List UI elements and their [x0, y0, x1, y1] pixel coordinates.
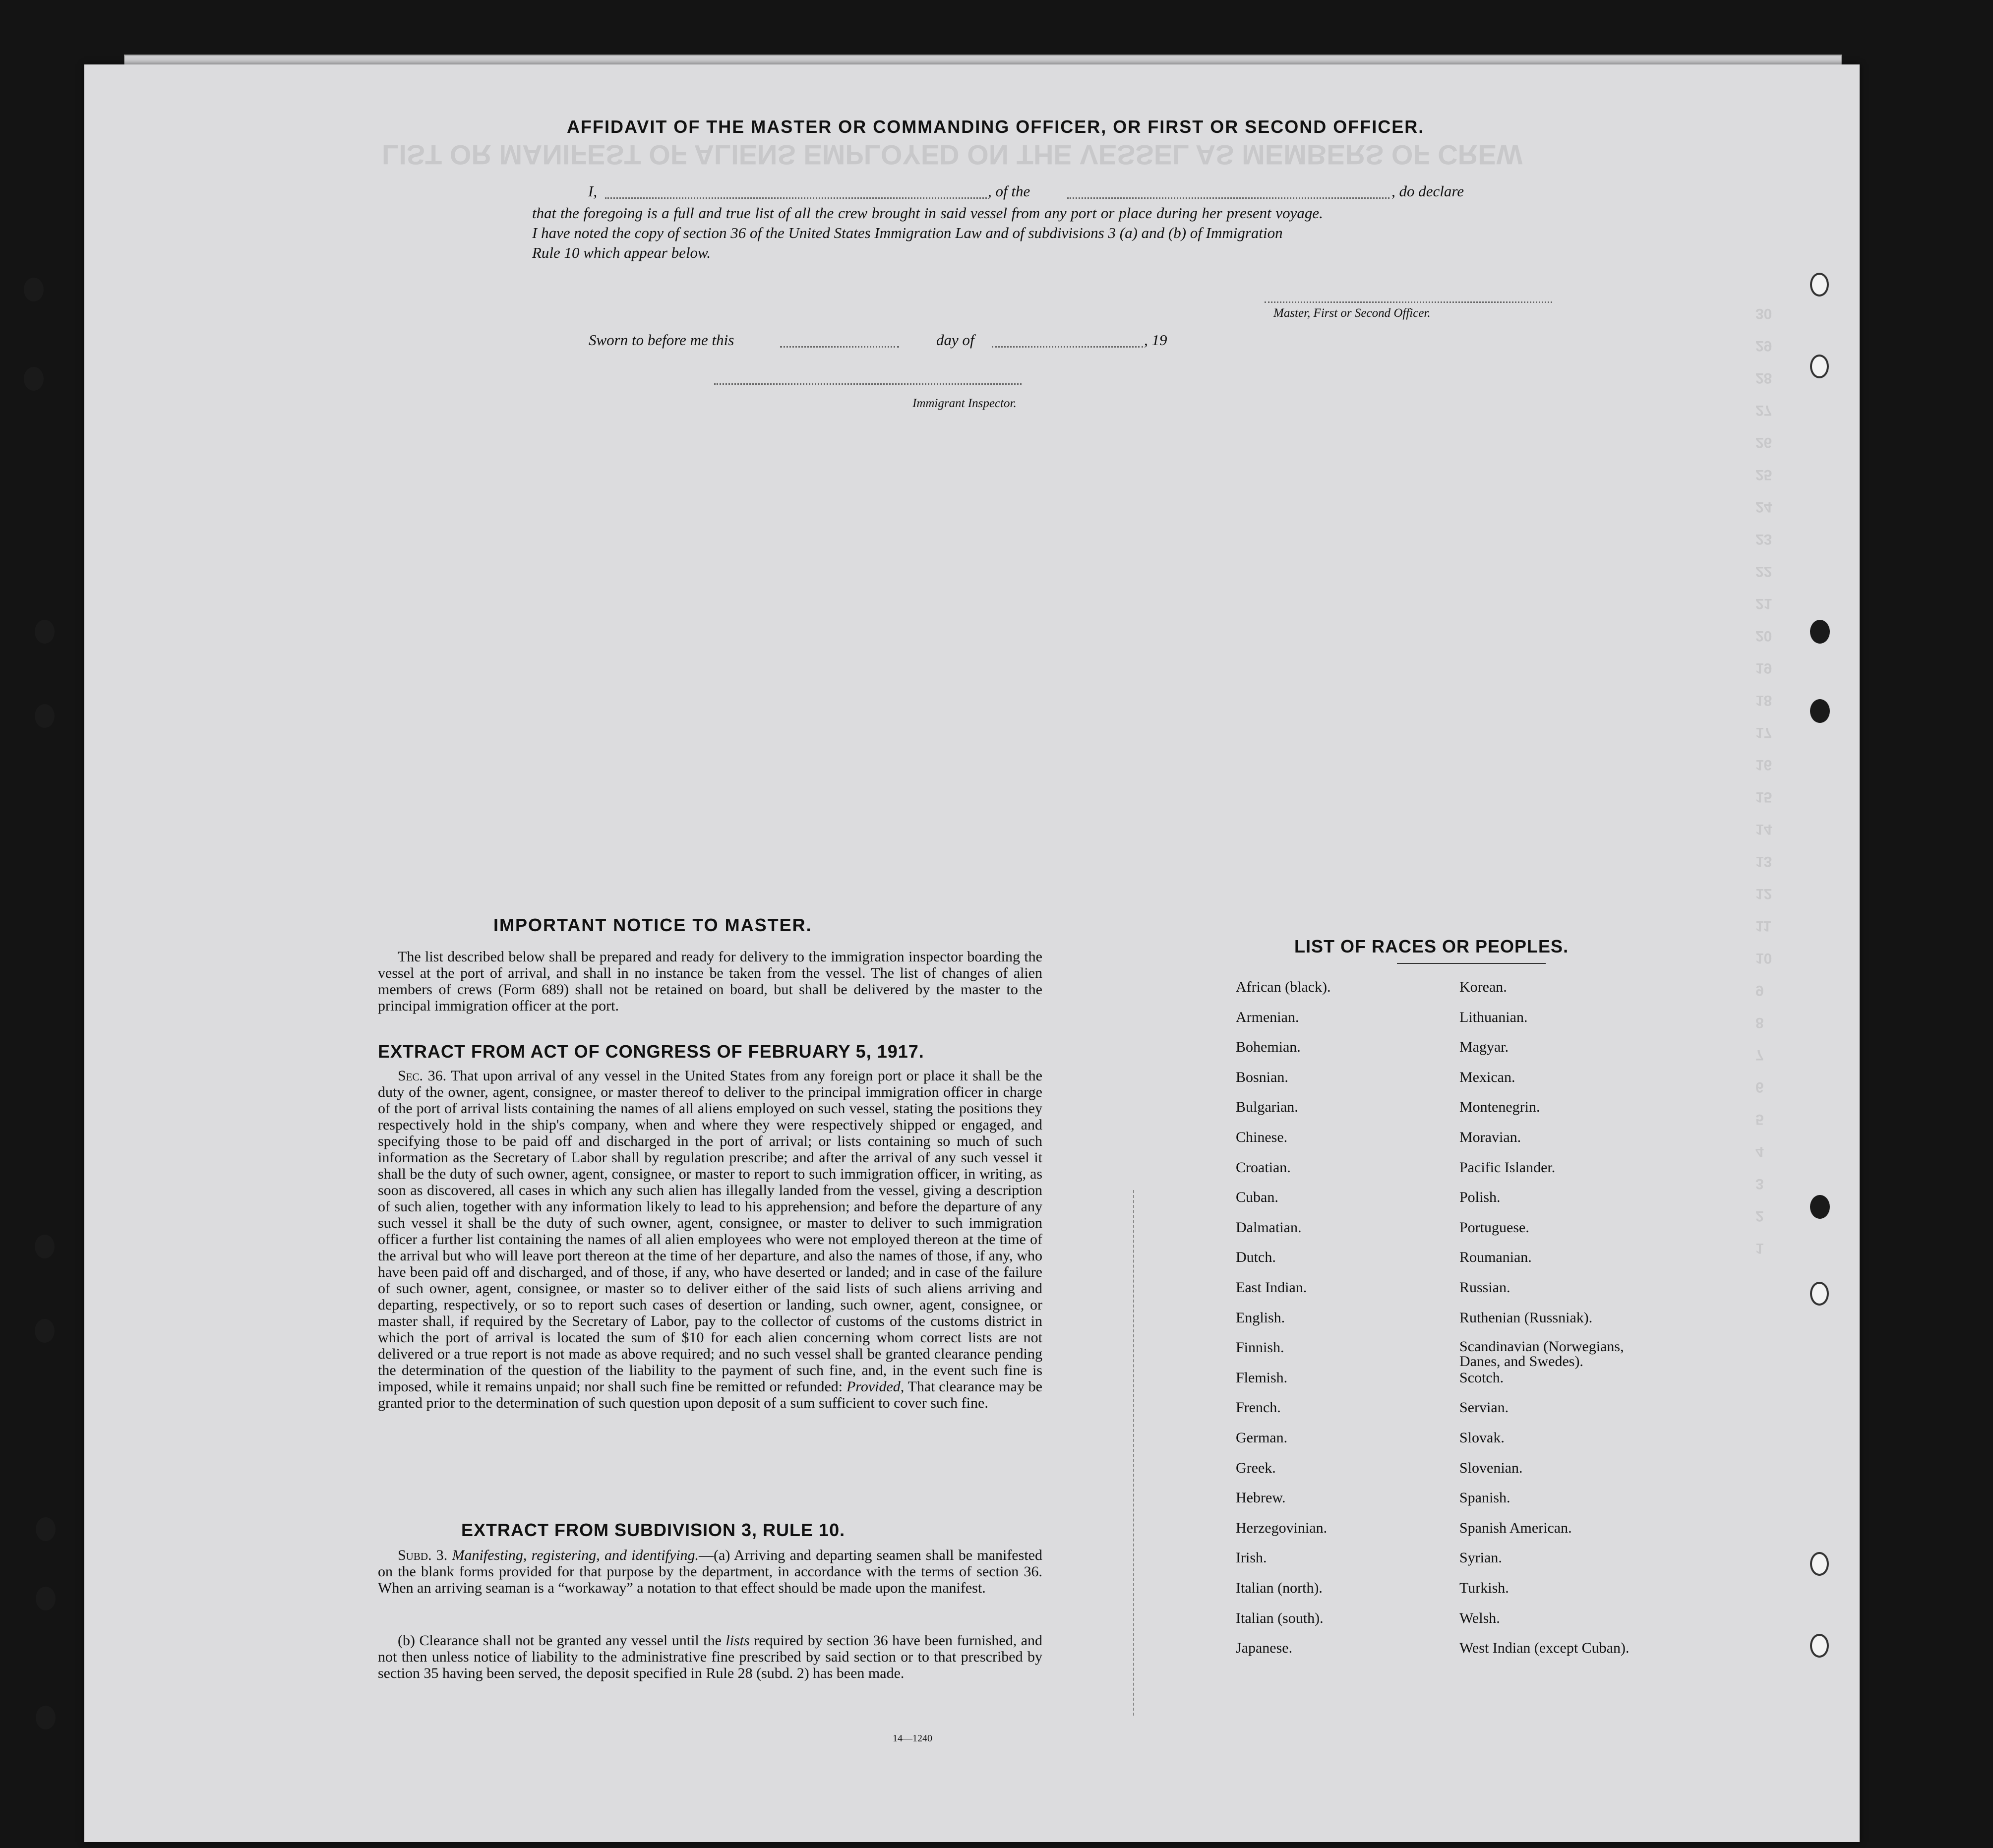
bleed-through-title: LIST OR MANIFEST OF ALIENS EMPLOYED ON THE VESSEL AS MEMBERS OF CREW — [382, 139, 1523, 171]
race-item: Spanish. — [1459, 1490, 1510, 1506]
column-divider — [1133, 1190, 1134, 1716]
race-item: African (black). — [1236, 979, 1331, 995]
affidavit-i-label: I, — [588, 182, 598, 200]
race-item: Welsh. — [1459, 1610, 1500, 1626]
race-item: Japanese. — [1236, 1640, 1293, 1657]
sworn-day-blank[interactable] — [780, 346, 899, 348]
binder-ring — [1810, 1634, 1829, 1658]
subd-b-text-1: Clearance shall not be granted any vessel until the — [419, 1632, 722, 1649]
race-item: Croatian. — [1236, 1159, 1291, 1176]
name-blank-line[interactable] — [605, 197, 987, 199]
race-item: Hebrew. — [1236, 1490, 1286, 1506]
section-36-text-end: That clearance may be granted prior to the determination of such question upon deposit of a sum sufficient to cover such fine. — [378, 1378, 1042, 1411]
section-36-text: That upon arrival of any vessel in the United States from any foreign port or place it shall be the duty of the owner, agent, consignee, or master thereof to deliver to the principal immigration officer in charge of the port of arrival lists containing the names of all aliens employed on such vessel, stating the positions they respectively hold in the ship's company, when and where they were respectively shipped or engaged, and specifying those to be paid off and discharged in the port of arrival; or lists containing so much of such information as the Secretary of Labor shall by regulation prescribe; and after the arrival of any such vessel it shall be the duty of such owner, agent, consignee, or master to report to such immigration officer, in writing, as soon as discovered, all cases in which any such alien has illegally landed from the vessel, giving a description of such alien, together with any information likely to lead to his apprehension; and before the departure of any such vessel it shall be the duty of such owner, agent, consignee, or master to deliver to such immigration officer a further list containing the names of all alien employees who were not employed thereon at the time of the arrival but who will leave port thereon at the time of her departure, and also the names of those, if any, who have been paid off and discharged, and of those, if any, who have deserted or landed; and in case of the failure of such owner, agent, consignee, or master so to deliver either of the said lists of such aliens arriving and departing, respectively, or so to report such cases of desertion or landing, such owner, agent, consignee, or master shall, if required by the Secretary of Labor, pay to the collector of customs of the customs district in which the port of arrival is located the sum of $10 for each alien concerning whom correct lists are not delivered or a true report is not made as above required; and no such vessel shall be granted clearance pending the determination of the question of the liability to the payment of such fine, and, in the event such fine is imposed, while it remains unpaid; nor shall such fine be remitted or refunded: — [378, 1068, 1042, 1395]
race-item: East Indian. — [1236, 1279, 1307, 1296]
affidavit-text-line-3: I have noted the copy of section 36 of the United States Immigration Law and of subdivisions 3 (a) and (b) of Immigration — [532, 224, 1283, 241]
master-signature-line[interactable] — [1265, 301, 1552, 303]
affidavit-text-line-4: Rule 10 which appear below. — [532, 244, 711, 261]
inspector-label: Immigrant Inspector. — [912, 397, 1017, 410]
race-item: Montenegrin. — [1459, 1099, 1540, 1116]
race-item: Slovenian. — [1459, 1459, 1523, 1476]
race-item: West Indian (except Cuban). — [1459, 1640, 1630, 1657]
race-item: Bohemian. — [1236, 1039, 1301, 1056]
race-item: Flemish. — [1236, 1369, 1288, 1386]
race-item: Finnish. — [1236, 1339, 1284, 1356]
binder-hole — [35, 1235, 55, 1258]
races-title-rule — [1397, 963, 1546, 964]
race-item: Cuban. — [1236, 1189, 1278, 1206]
act-section-36-paragraph — [378, 1068, 1042, 1411]
race-item: Italian (north). — [1236, 1580, 1323, 1596]
subd-b-text-2: required by section 36 have been furnished, and not then unless notice of liability to the administrative fine prescribed by said section or to that prescribed by section 35 having been served, the deposit specified in Rule 28 (subd. 2) has been made. — [378, 1632, 1043, 1681]
binder-ring — [1810, 273, 1829, 297]
race-item: English. — [1236, 1309, 1285, 1326]
race-item: Spanish American. — [1459, 1519, 1572, 1536]
race-item: Bulgarian. — [1236, 1099, 1298, 1116]
race-item: Ruthenian (Russniak). — [1459, 1309, 1593, 1326]
race-item: Pacific Islander. — [1459, 1159, 1556, 1176]
race-item: Greek. — [1236, 1459, 1276, 1476]
act-extract-title: EXTRACT FROM ACT OF CONGRESS OF FEBRUARY 5, 1917. — [378, 1041, 924, 1062]
provided-label: Provided, — [846, 1378, 905, 1395]
race-item: Scandinavian (Norwegians, Danes, and Swedes). — [1459, 1338, 1624, 1370]
binder-hole — [24, 278, 44, 301]
race-item: Mexican. — [1459, 1069, 1515, 1085]
vessel-blank-line[interactable] — [1067, 197, 1389, 199]
race-item: Irish. — [1236, 1550, 1267, 1566]
binder-hole — [36, 1587, 56, 1610]
race-item: Servian. — [1459, 1399, 1509, 1416]
of-the-label: , of the — [988, 182, 1030, 200]
subd-heading: Manifesting, registering, and identifying. — [452, 1547, 699, 1563]
bleed-through-row-numbers: 1 2 3 4 5 6 7 8 9 10 11 12 13 14 15 16 17 18 19 20 21 22 23 24 25 26 27 28 29 30 — [1755, 305, 1772, 1256]
section-label: Sec. 36. — [398, 1068, 447, 1084]
affidavit-title: AFFIDAVIT OF THE MASTER OR COMMANDING OFFICER, OR FIRST OR SECOND OFFICER. — [567, 117, 1425, 137]
race-item: Polish. — [1459, 1189, 1501, 1206]
race-item: Herzegovinian. — [1236, 1519, 1328, 1536]
binder-ring — [1810, 355, 1829, 378]
race-item: French. — [1236, 1399, 1281, 1416]
binder-hole — [1810, 1195, 1830, 1219]
race-item: Lithuanian. — [1459, 1009, 1528, 1025]
subd-b-lists: lists — [725, 1632, 750, 1649]
race-item: Moravian. — [1459, 1129, 1521, 1145]
subd-b-label: (b) — [398, 1632, 415, 1649]
manifest-page — [84, 64, 1860, 1842]
declare-label: , do declare — [1391, 182, 1464, 200]
master-signature-label: Master, First or Second Officer. — [1273, 306, 1431, 320]
race-item: Italian (south). — [1236, 1610, 1324, 1626]
sworn-month-blank[interactable] — [992, 346, 1143, 348]
binder-ring — [1810, 1552, 1829, 1576]
binder-hole — [1810, 620, 1830, 644]
binder-ring — [1810, 1282, 1829, 1306]
race-item: Bosnian. — [1236, 1069, 1288, 1085]
subd-a-text: —(a) Arriving and departing seamen shall be manifested on the blank forms provided for that purpose by the department, in accordance with the terms of section 36. When an arriving seaman is a “workaway” a notation to that effect should be made upon the manifest. — [378, 1547, 1042, 1596]
binder-hole — [24, 367, 44, 391]
day-of-label: day of — [936, 331, 974, 349]
binder-hole — [35, 1319, 55, 1343]
inspector-signature-line[interactable] — [714, 383, 1022, 385]
notice-title: IMPORTANT NOTICE TO MASTER. — [493, 915, 812, 935]
race-item: Portuguese. — [1459, 1219, 1529, 1236]
race-item: Scotch. — [1459, 1369, 1504, 1386]
race-item: Chinese. — [1236, 1129, 1288, 1145]
race-item: Korean. — [1459, 979, 1507, 995]
race-item: Roumanian. — [1459, 1249, 1532, 1266]
rule-extract-title: EXTRACT FROM SUBDIVISION 3, RULE 10. — [461, 1520, 846, 1540]
affidavit-text-line-2: that the foregoing is a full and true list of all the crew brought in said vessel from any port or place during her present voyage. — [532, 204, 1323, 222]
race-item: Russian. — [1459, 1279, 1510, 1296]
race-item: German. — [1236, 1430, 1288, 1446]
races-title: LIST OF RACES OR PEOPLES. — [1294, 936, 1569, 956]
binder-hole — [36, 1517, 56, 1541]
race-item: Turkish. — [1459, 1580, 1509, 1596]
subd-label: Subd. 3. — [398, 1547, 448, 1563]
binder-hole — [36, 1706, 56, 1729]
race-item: Syrian. — [1459, 1550, 1502, 1566]
rule-subd-b-paragraph — [378, 1632, 1042, 1681]
race-item: Dutch. — [1236, 1249, 1276, 1266]
sworn-label: Sworn to before me this — [589, 331, 734, 349]
binder-hole — [35, 704, 55, 728]
form-number: 14—1240 — [893, 1733, 932, 1744]
race-item: Magyar. — [1459, 1039, 1509, 1056]
binder-hole — [1810, 699, 1830, 723]
race-item: Armenian. — [1236, 1009, 1299, 1025]
notice-paragraph: The list described below shall be prepared and ready for delivery to the immigration inspector boarding the vessel at the port of arrival, and shall in no instance be taken from the vessel. The list of changes of alien members of crews (Form 689) shall not be retained on board, but shall be delivered by the master to the principal immigration officer at the port. — [378, 949, 1042, 1014]
binder-hole — [35, 620, 55, 644]
race-item: Slovak. — [1459, 1430, 1505, 1446]
year-label: , 19 — [1144, 331, 1167, 349]
race-item: Dalmatian. — [1236, 1219, 1302, 1236]
rule-subd-a-paragraph — [378, 1547, 1042, 1596]
